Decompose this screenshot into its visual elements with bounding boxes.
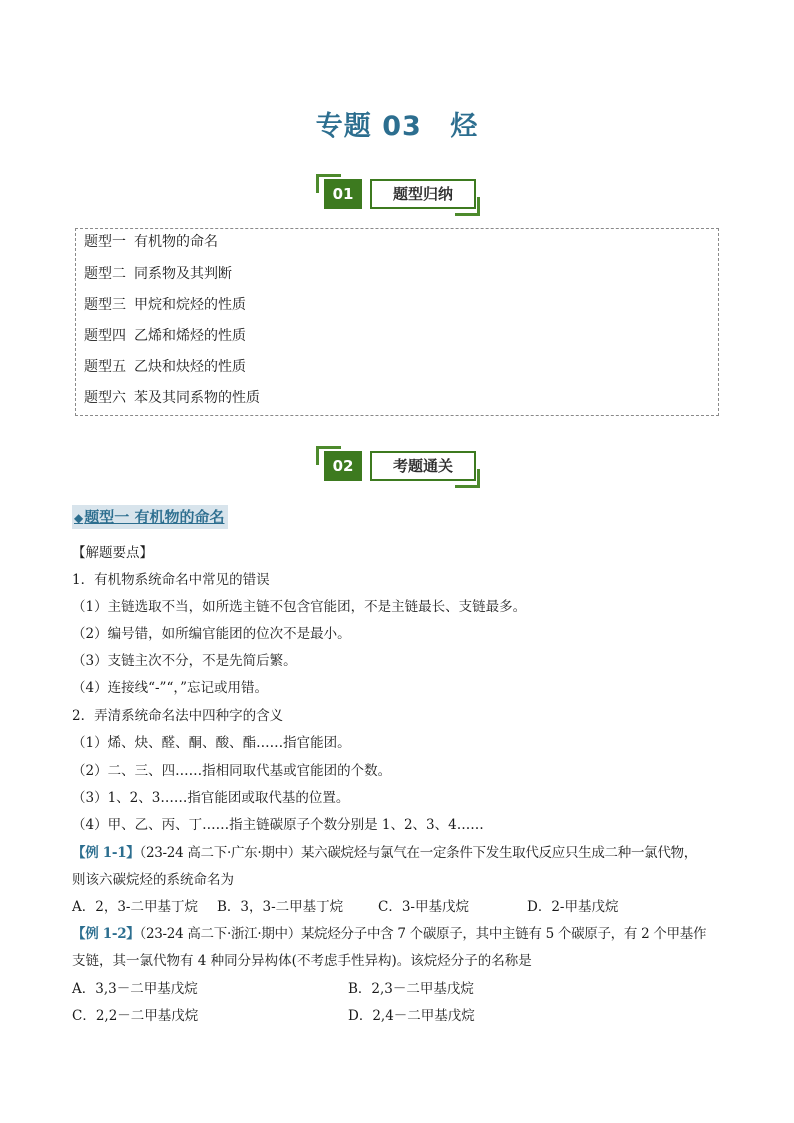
key-point-line: （3）1、2、3……指官能团或取代基的位置。 (72, 790, 350, 806)
type1-heading (72, 505, 228, 529)
type-text: 乙炔和炔烃的性质 (134, 359, 246, 375)
badge-number: 01 (324, 179, 362, 209)
option-b: B．3，3-二甲基丁烷 (217, 899, 344, 915)
example-1-2-stem-cont: 支链，其一氯代物有 4 种同分异构体(不考虑手性异构)。该烷烃分子的名称是 (72, 953, 532, 969)
type-text: 同系物及其判断 (134, 266, 232, 282)
example-text: （23-24 高二下·广东·期中）某六碳烷烃与氯气在一定条件下发生取代反应只生成二种一氯代物， (139, 845, 697, 861)
badge-label: 题型归纳 (370, 179, 476, 209)
type-key: 题型五 (84, 359, 126, 375)
section-badge-summary (316, 174, 480, 210)
title-sub: 烃 (450, 111, 479, 142)
diamond-icon: ◆ (74, 511, 84, 525)
example-tag: 【例 1-2】 (72, 926, 140, 942)
type-key: 题型四 (84, 328, 126, 344)
list-item (84, 325, 246, 345)
page-title (0, 104, 794, 143)
example-1-1-stem-cont: 则该六碳烷烃的系统命名为 (72, 872, 234, 888)
type-text: 苯及其同系物的性质 (134, 390, 260, 406)
type-key: 题型三 (84, 297, 126, 313)
question-type-list (75, 228, 719, 416)
list-item (84, 231, 218, 251)
key-point-line: （2）二、三、四……指相同取代基或官能团的个数。 (72, 763, 392, 779)
key-point-line: （4）连接线“-”“，”忘记或用错。 (72, 680, 269, 696)
option-a: A．2，3-二甲基丁烷 (72, 899, 198, 915)
badge-label: 考题通关 (370, 451, 476, 481)
type-text: 甲烷和烷烃的性质 (134, 297, 246, 313)
key-point-line: （4）甲、乙、丙、丁……指主链碳原子个数分别是 1、2、3、4…… (72, 817, 484, 833)
list-item (84, 356, 246, 376)
list-item (84, 263, 232, 283)
type-key: 题型二 (84, 266, 126, 282)
key-point-line: （2）编号错，如所编官能团的位次不是最小。 (72, 626, 351, 642)
list-item (84, 294, 246, 314)
type1-heading-text: 题型一 有机物的命名 (84, 508, 225, 526)
example-1-2-stem (72, 922, 706, 942)
title-main: 专题 03 (315, 111, 422, 142)
option-d: D．2,4－二甲基戊烷 (348, 1008, 475, 1024)
option-a: A．3,3－二甲基戊烷 (72, 981, 198, 997)
type-text: 乙烯和烯烃的性质 (134, 328, 246, 344)
option-d: D．2-甲基戊烷 (527, 899, 619, 915)
key-point-line: （3）支链主次不分，不是先简后繁。 (72, 653, 297, 669)
key-point-line: （1）烯、炔、醛、酮、酸、酯……指官能团。 (72, 735, 351, 751)
type-text: 有机物的命名 (134, 234, 218, 250)
option-c: C．3-甲基戊烷 (378, 899, 469, 915)
key-point-line: （1）主链选取不当，如所选主链不包含官能团，不是主链最长、支链最多。 (72, 599, 527, 615)
list-item (84, 387, 260, 407)
example-1-1-stem (72, 841, 697, 861)
example-tag: 【例 1-1】 (72, 845, 140, 861)
type-key: 题型一 (84, 234, 126, 250)
option-b: B．2,3－二甲基戊烷 (348, 981, 474, 997)
key-point-line: 2．弄清系统命名法中四种字的含义 (72, 708, 284, 724)
option-c: C．2,2－二甲基戊烷 (72, 1008, 199, 1024)
type-key: 题型六 (84, 390, 126, 406)
example-text: （23-24 高二下·浙江·期中）某烷烃分子中含 7 个碳原子，其中主链有 5 个碳原子，有 2 个甲基作 (139, 926, 707, 942)
section-badge-practice (316, 446, 480, 482)
key-point-line: 1．有机物系统命名中常见的错误 (72, 572, 270, 588)
badge-number: 02 (324, 451, 362, 481)
key-points-heading: 【解题要点】 (72, 545, 153, 561)
